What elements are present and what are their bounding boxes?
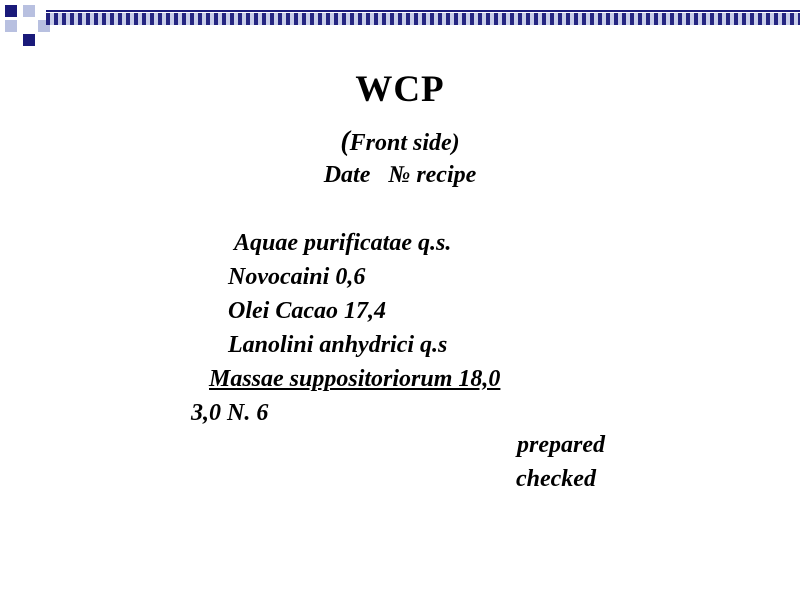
ingredient-line: Olei Cacao 17,4 [228,298,386,324]
header-band-pattern [46,13,800,25]
ingredient-line: Aquae purificatae q.s. [234,230,452,256]
checked-label: checked [516,466,596,492]
corner-square [5,20,17,32]
subtitle-text: Front side) [349,130,460,156]
slide-subtitle [0,126,800,158]
corner-decoration [0,0,60,50]
subtitle-paren: ( [340,126,350,157]
prepared-label: prepared [517,432,605,458]
ingredient-line: Novocaini 0,6 [228,264,366,290]
total-mass-line: Massae suppositoriorum 18,0 [209,366,501,392]
corner-square [23,34,35,46]
corner-square [23,5,35,17]
header-band-line [46,10,800,12]
header-band [46,10,800,25]
dose-line: 3,0 N. 6 [191,400,269,426]
corner-square [5,5,17,17]
ingredient-line: Lanolini anhydrici q.s [228,332,448,358]
date-recipe-line: Date № recipe [323,162,477,188]
slide-title: WCP [355,69,445,110]
